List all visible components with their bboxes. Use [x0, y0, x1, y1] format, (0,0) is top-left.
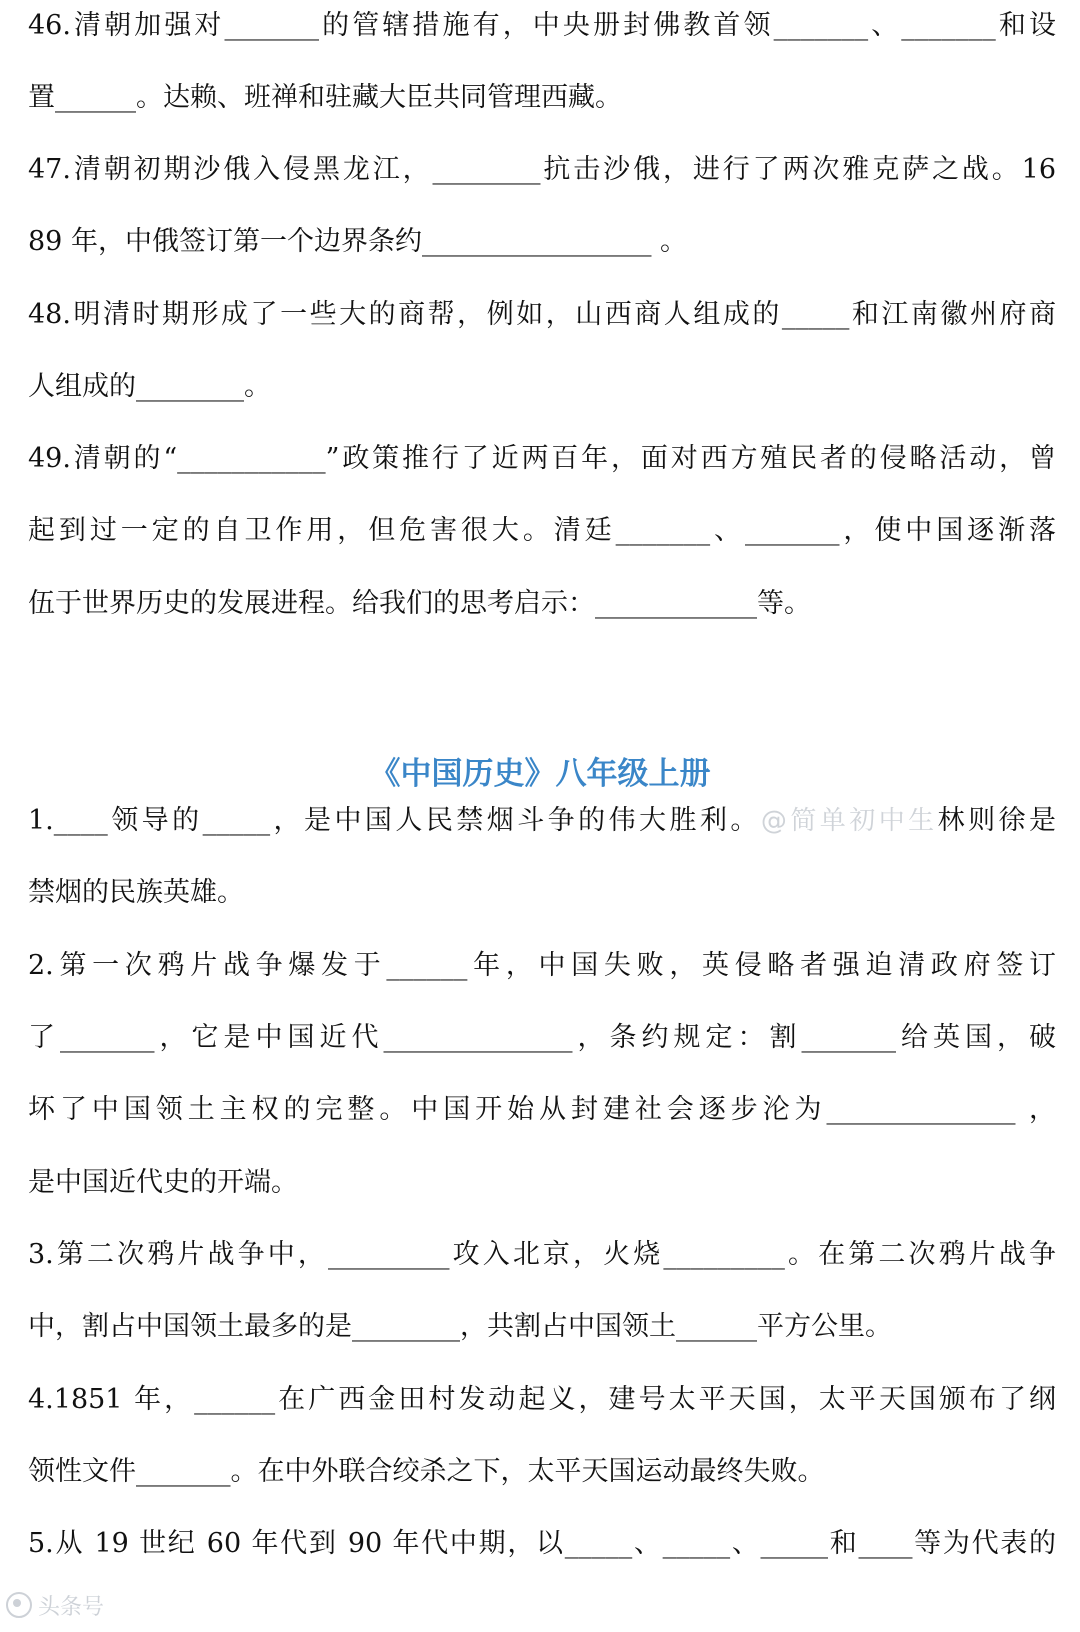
q4-line-1: 4.1851 年，______在广西金田村发动起义，建号太平天国，太平天国颁布了纲 — [28, 1384, 1056, 1415]
q1-line-2: 禁烟的民族英雄。 — [28, 877, 244, 908]
q1-line-1-tail: 林则徐是 — [937, 805, 1056, 836]
section-title: 《中国历史》八年级上册 — [369, 756, 711, 792]
q3-line-1: 3.第二次鸦片战争中，_________攻入北京，火烧_________。在第二次鸦片战争 — [28, 1239, 1056, 1270]
corner-watermark-text: 头条号 — [38, 1594, 105, 1620]
watermark-logo-icon — [6, 1592, 32, 1618]
q47-line-1: 47.清朝初期沙俄入侵黑龙江，________抗击沙俄，进行了两次雅克萨之战。16 — [28, 154, 1056, 185]
q2-line-1: 2.第一次鸦片战争爆发于______年，中国失败，英侵略者强迫清政府签订 — [28, 950, 1056, 981]
q2-line-4: 是中国近代史的开端。 — [28, 1167, 298, 1198]
q49-line-1: 49.清朝的“___________”政策推行了近两百年，面对西方殖民者的侵略活动，曾 — [28, 443, 1056, 474]
inline-watermark: @简单初中生 — [760, 806, 938, 836]
q46-line-2: 置______。达赖、班禅和驻藏大臣共同管理西藏。 — [28, 82, 622, 113]
q3-line-2: 中，割占中国领土最多的是________，共割占中国领土______平方公里。 — [28, 1311, 892, 1342]
corner-watermark — [6, 1588, 104, 1622]
q5-line-1: 5.从 19 世纪 60 年代到 90 年代中期，以_____、_____、_____和____等为代表的 — [28, 1528, 1056, 1559]
q2-line-3: 坏了中国领土主权的完整。中国开始从封建社会逐步沦为______________ ， — [28, 1094, 1056, 1125]
q48-line-1: 48.明清时期形成了一些大的商帮，例如，山西商人组成的_____和江南徽州府商 — [28, 299, 1056, 330]
q1-line-1-text: 1.____领导的_____，是中国人民禁烟斗争的伟大胜利。 — [28, 805, 761, 836]
q1-line-1 — [28, 801, 1056, 841]
q49-line-3: 伍于世界历史的发展进程。给我们的思考启示：____________等。 — [28, 588, 811, 619]
q2-line-2: 了_______，它是中国近代______________，条约规定：割_______给英国，破 — [28, 1022, 1056, 1053]
q49-line-2: 起到过一定的自卫作用，但危害很大。清廷_______、_______，使中国逐渐落 — [28, 515, 1056, 546]
q4-line-2: 领性文件_______。在中外联合绞杀之下，太平天国运动最终失败。 — [28, 1456, 825, 1487]
q48-line-2: 人组成的________。 — [28, 371, 271, 402]
q47-line-2: 89 年，中俄签订第一个边界条约_________________ 。 — [28, 226, 688, 257]
q46-line-1: 46.清朝加强对_______的管辖措施有，中央册封佛教首领_______、_______和设 — [28, 10, 1056, 41]
